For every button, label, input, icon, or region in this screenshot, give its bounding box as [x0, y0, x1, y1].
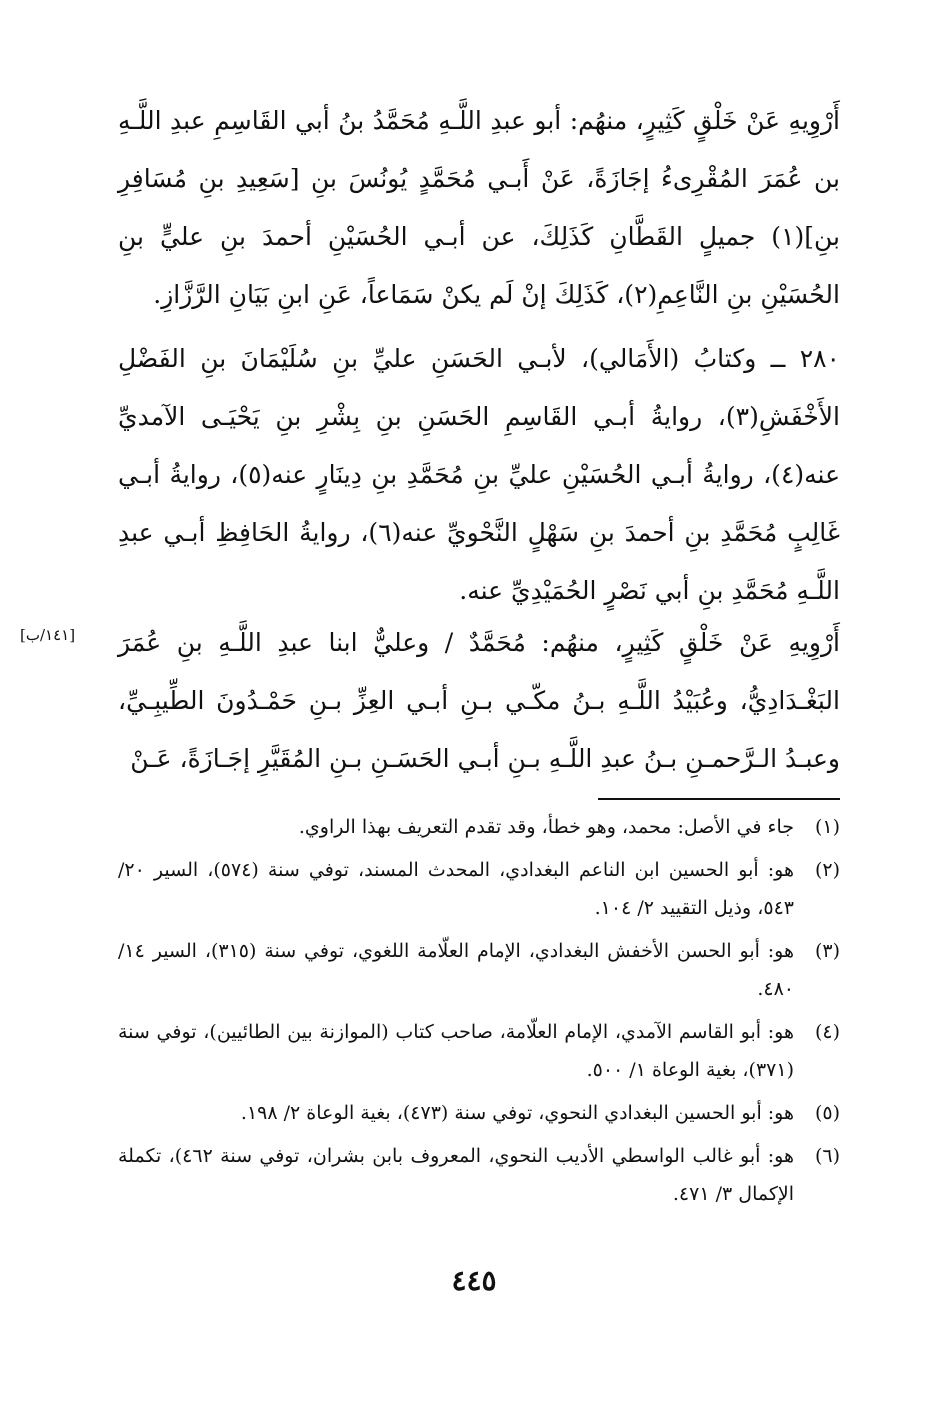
footnote-number: (٦) — [814, 1145, 840, 1167]
main-paragraph-1: أَرْوِيهِ عَنْ خَلْقٍ كَثِيرٍ، منهُم: أبو عبدِ اللَّـهِ مُحَمَّدُ بنُ أبي القَاسِمِ عبدِ اللَّـهِ بن عُمَرَ المُقْرِىءُ إجَازَةً، عَنْ أَبـي مُحَمَّدٍ يُونُسَ بنِ [سَعِيدِ بنِ مُسَافِرِ بنِ](١) جميلٍ القَطَّانِ كَذَلِكَ، عن أبـي الحُسَيْنِ أحمدَ بنِ عليٍّ بنِ الحُسَيْنِ بنِ النَّاعِمِ(٢)، كَذَلِكَ إنْ لَم يكنْ سَمَاعاً، عَنِ ابنِ بَيَانِ الرَّزَّازِ. — [118, 106, 840, 309]
footnote-item — [118, 851, 840, 927]
footnote-number: (٤) — [814, 1021, 840, 1043]
footnote-separator — [598, 798, 840, 800]
main-text-block-2 — [118, 330, 840, 620]
main-text-block-1 — [118, 92, 840, 324]
footnote-text: هو: أبو الحسن الأخفش البغدادي، الإمام العلّامة اللغوي، توفي سنة (٣١٥)، السير ١٤/ ٤٨٠. — [118, 940, 795, 1000]
footnote-text: جاء في الأصل: محمد، وهو خطأ، وقد تقدم التعريف بهذا الراوي. — [298, 816, 794, 838]
footnote-number: (٢) — [814, 859, 840, 881]
footnote-item — [118, 932, 840, 1008]
folio-margin-note: [١٤١/ب] — [20, 626, 76, 644]
main-paragraph-2: ٢٨٠ ــ وكتابُ (الأَمَالي)، لأبـي الحَسَنِ عليِّ بنِ سُلَيْمَانَ بنِ الفَضْلِ الأَخْفَشِ(٣)، روايةُ أبـي القَاسِمِ الحَسَنِ بنِ بِشْرِ بنِ يَحْيَـى الآمديِّ عنه(٤)، روايةُ أبـي الحُسَيْنِ عليِّ بنِ مُحَمَّدِ بنِ دِينَارٍ عنه(٥)، روايةُ أبـي غَالِبٍ مُحَمَّدِ بنِ أحمدَ بنِ سَهْلٍ النَّحْويِّ عنه(٦)، روايةُ الحَافِظِ أبـي عبدِ اللَّـهِ مُحَمَّدِ بنِ أبي نَصْرٍ الحُمَيْدِيِّ عنه. — [118, 344, 841, 605]
footnote-text: هو: أبو غالب الواسطي الأديب النحوي، المعروف بابن بشران، توفي سنة ٤٦٢)، تكملة الإكمال ٣/ ٤٧١. — [118, 1145, 795, 1205]
page-number: ٤٤٥ — [451, 1264, 497, 1297]
main-text-block-3 — [118, 614, 840, 788]
footnote-item — [118, 1137, 840, 1213]
footnotes-section — [118, 808, 840, 1218]
footnote-number: (٣) — [814, 940, 840, 962]
footnote-item — [118, 808, 840, 846]
footnote-item — [118, 1013, 840, 1089]
footnote-item — [118, 1094, 840, 1132]
footnote-text: هو: أبو القاسم الآمدي، الإمام العلّامة، صاحب كتاب (الموازنة بين الطائيين)، توفي سنة (٣٧١)، بغية الوعاة ١/ ٥٠٠. — [118, 1021, 794, 1081]
footnote-number: (١) — [814, 816, 840, 838]
footnote-text: هو: أبو الحسين البغدادي النحوي، توفي سنة (٤٧٣)، بغية الوعاة ٢/ ١٩٨. — [240, 1102, 794, 1124]
main-paragraph-3: أَرْوِيهِ عَنْ خَلْقٍ كَثِيرٍ، منهُم: مُحَمَّدٌ / وعليٌّ ابنا عبدِ اللَّـهِ بنِ عُمَرَ البَغْـدَادِيُّ، وعُبَيْدُ اللَّـهِ بـنُ مكّـي بـنِ أبـي العِزِّ بـنِ حَمْـدُونَ الطِّيبِـيِّ، وعبـدُ الـرَّحمـنِ بـنُ عبدِ اللَّـهِ بـنِ أبـي الحَسَـنِ بـنِ المُقَيَّرِ إجَـازَةً، عَـنْ — [118, 628, 840, 773]
footnote-text: هو: أبو الحسين ابن الناعم البغدادي، المحدث المسند، توفي سنة (٥٧٤)، السير ٢٠/ ٥٤٣، وذيل التقييد ٢/ ١٠٤. — [118, 859, 795, 919]
footnote-number: (٥) — [814, 1102, 840, 1124]
